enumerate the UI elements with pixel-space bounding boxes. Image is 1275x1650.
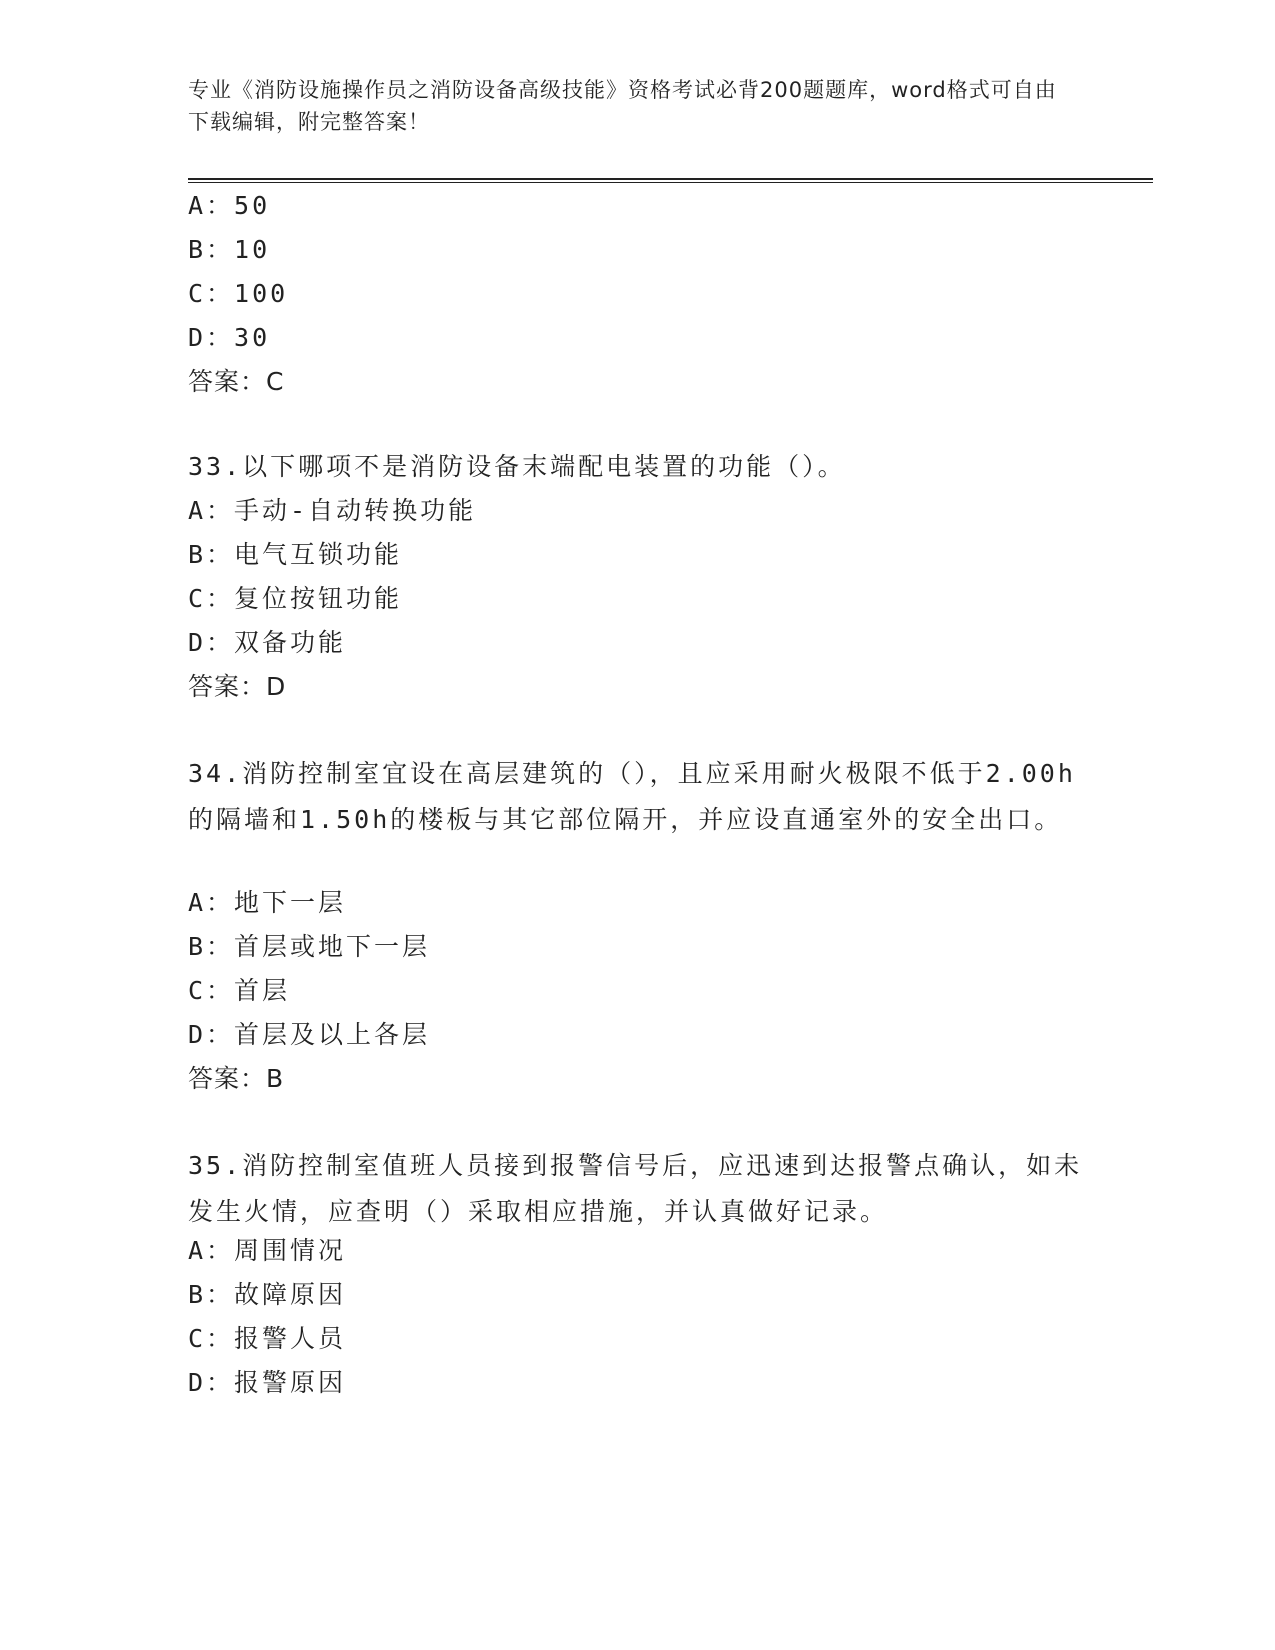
q35-option-c: C：报警人员 (188, 1324, 347, 1353)
document-header: 专业《消防设施操作员之消防设备高级技能》资格考试必背200题题库，word格式可自由下载编辑，附完整答案！ (188, 78, 1057, 134)
q33-option-b: B：电气互锁功能 (188, 540, 403, 569)
q34-question: 34.消防控制室宜设在高层建筑的（），且应采用耐火极限不低于2.00h的隔墙和1.50h的楼板与其它部位隔开，并应设直通室外的安全出口。 (188, 759, 1076, 834)
q34-option-a: A：地下一层 (188, 888, 347, 917)
q32-option-d: D：30 (188, 323, 271, 352)
q32-answer: 答案：C (188, 367, 285, 396)
q33-question: 33.以下哪项不是消防设备末端配电装置的功能（）。 (188, 452, 846, 481)
q33-option-a: A：手动-自动转换功能 (188, 496, 477, 525)
q34-answer: 答案：B (188, 1064, 285, 1093)
q32-option-a: A：50 (188, 191, 271, 220)
q34-option-c: C：首层 (188, 976, 291, 1005)
q35-option-d: D：报警原因 (188, 1368, 347, 1397)
q35-option-b: B：故障原因 (188, 1280, 347, 1309)
q33-option-c: C：复位按钮功能 (188, 584, 403, 613)
q32-option-b: B：10 (188, 235, 271, 264)
q35-question: 35.消防控制室值班人员接到报警信号后，应迅速到达报警点确认，如未发生火情，应查明（）采取相应措施，并认真做好记录。 (188, 1151, 1083, 1226)
q35-option-a: A：周围情况 (188, 1236, 347, 1265)
q34-option-b: B：首层或地下一层 (188, 932, 431, 961)
q34-option-d: D：首层及以上各层 (188, 1020, 431, 1049)
q33-answer: 答案：D (188, 672, 287, 701)
q33-option-d: D：双备功能 (188, 628, 347, 657)
q32-option-c: C：100 (188, 279, 289, 308)
header-rule (188, 178, 1153, 183)
